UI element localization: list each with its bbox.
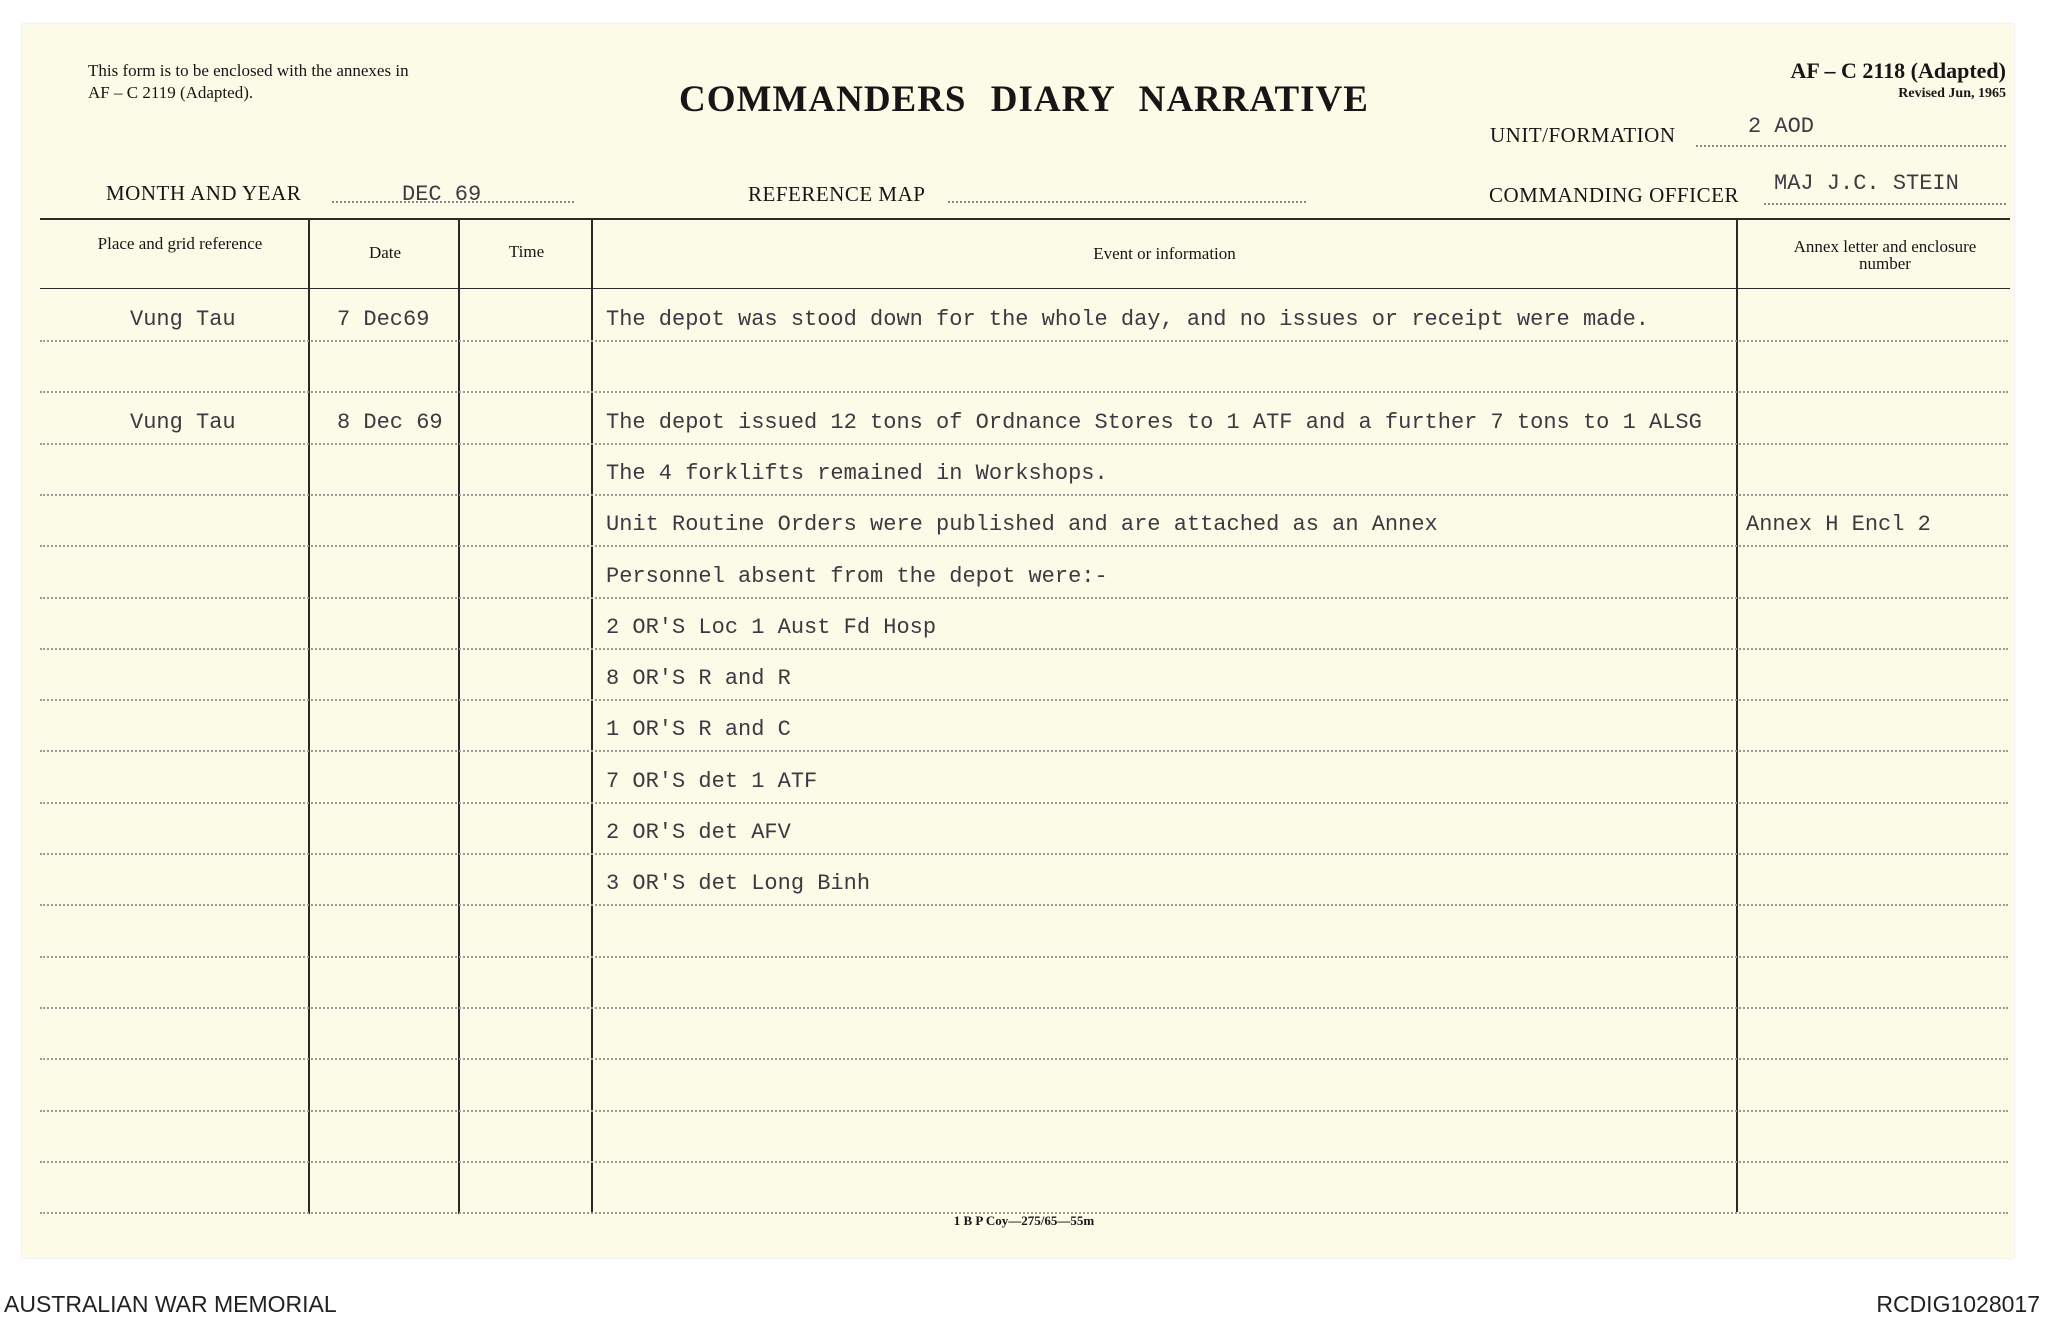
form-revision: Revised Jun, 1965: [1898, 86, 2006, 101]
archive-credit: AUSTRALIAN WAR MEMORIAL: [4, 1291, 337, 1317]
col-header-place: Place and grid reference: [97, 234, 263, 253]
row-event: 7 OR'S det 1 ATF: [606, 769, 818, 794]
commanding-officer-label: COMMANDING OFFICER: [1489, 183, 1739, 207]
month-year-label: MONTH AND YEAR: [106, 181, 302, 205]
form-sheet: [22, 24, 2014, 1258]
row-rule: [40, 1110, 2008, 1112]
row-rule: [40, 1161, 2008, 1163]
row-rule: [40, 1007, 2008, 1009]
row-rule: [40, 391, 2008, 393]
row-date: 7 Dec69: [337, 307, 430, 332]
col-divider-place: [308, 218, 310, 1214]
col-header-date: Date: [368, 243, 402, 262]
row-event: 1 OR'S R and C: [606, 717, 791, 742]
table-top-rule: [40, 218, 2010, 220]
row-event: 2 OR'S Loc 1 Aust Fd Hosp: [606, 615, 937, 640]
row-rule: [40, 545, 2008, 547]
row-rule: [40, 494, 2008, 496]
col-header-time: Time: [508, 242, 545, 261]
row-rule: [40, 648, 2008, 650]
col-divider-time: [591, 218, 593, 1214]
unit-formation-value: 2 AOD: [1748, 114, 1815, 139]
col-divider-date: [458, 218, 460, 1214]
row-event: The 4 forklifts remained in Workshops.: [606, 461, 1108, 486]
enclosure-note: This form is to be enclosed with the annexes in AF – C 2119 (Adapted).: [88, 61, 409, 102]
row-annex: Annex H Encl 2: [1746, 512, 1931, 537]
row-event: The depot issued 12 tons of Ordnance Stores to 1 ATF and a further 7 tons to 1 ALSG: [606, 410, 1702, 435]
row-rule: [40, 597, 2008, 599]
month-year-value: DEC 69: [402, 182, 482, 207]
row-rule: [40, 956, 2008, 958]
col-header-annex: Annex letter and enclosure number: [1793, 237, 1977, 273]
row-event: Personnel absent from the depot were:-: [606, 564, 1108, 589]
col-divider-event: [1736, 220, 1738, 1212]
form-code: AF – C 2118 (Adapted): [1790, 58, 2006, 83]
row-event: 3 OR'S det Long Binh: [606, 871, 871, 896]
row-event: The depot was stood down for the whole day, and no issues or receipt were made.: [606, 307, 1649, 332]
printer-imprint: 1 B P Coy—275/65—55m: [953, 1213, 1095, 1228]
row-place: Vung Tau: [130, 307, 236, 332]
row-rule: [40, 340, 2008, 342]
row-rule: [40, 853, 2008, 855]
row-rule: [40, 802, 2008, 804]
page-title: COMMANDERS DIARY NARRATIVE: [679, 79, 1369, 120]
row-place: Vung Tau: [130, 410, 236, 435]
row-event: Unit Routine Orders were published and are attached as an Annex: [606, 512, 1438, 537]
reference-map-label: REFERENCE MAP: [748, 182, 926, 206]
row-event: 8 OR'S R and R: [606, 666, 791, 691]
row-event: 2 OR'S det AFV: [606, 820, 791, 845]
row-date: 8 Dec 69: [337, 410, 443, 435]
row-rule: [40, 750, 2008, 752]
row-rule: [40, 904, 2008, 906]
row-rule: [40, 443, 2008, 445]
archive-id: RCDIG1028017: [1876, 1291, 2040, 1317]
unit-formation-label: UNIT/FORMATION: [1490, 123, 1676, 147]
row-rule: [40, 1058, 2008, 1060]
commanding-officer-value: MAJ J.C. STEIN: [1774, 171, 1959, 196]
col-header-event: Event or information: [1093, 244, 1236, 263]
table-header-rule: [40, 288, 2010, 289]
row-rule: [40, 699, 2008, 701]
